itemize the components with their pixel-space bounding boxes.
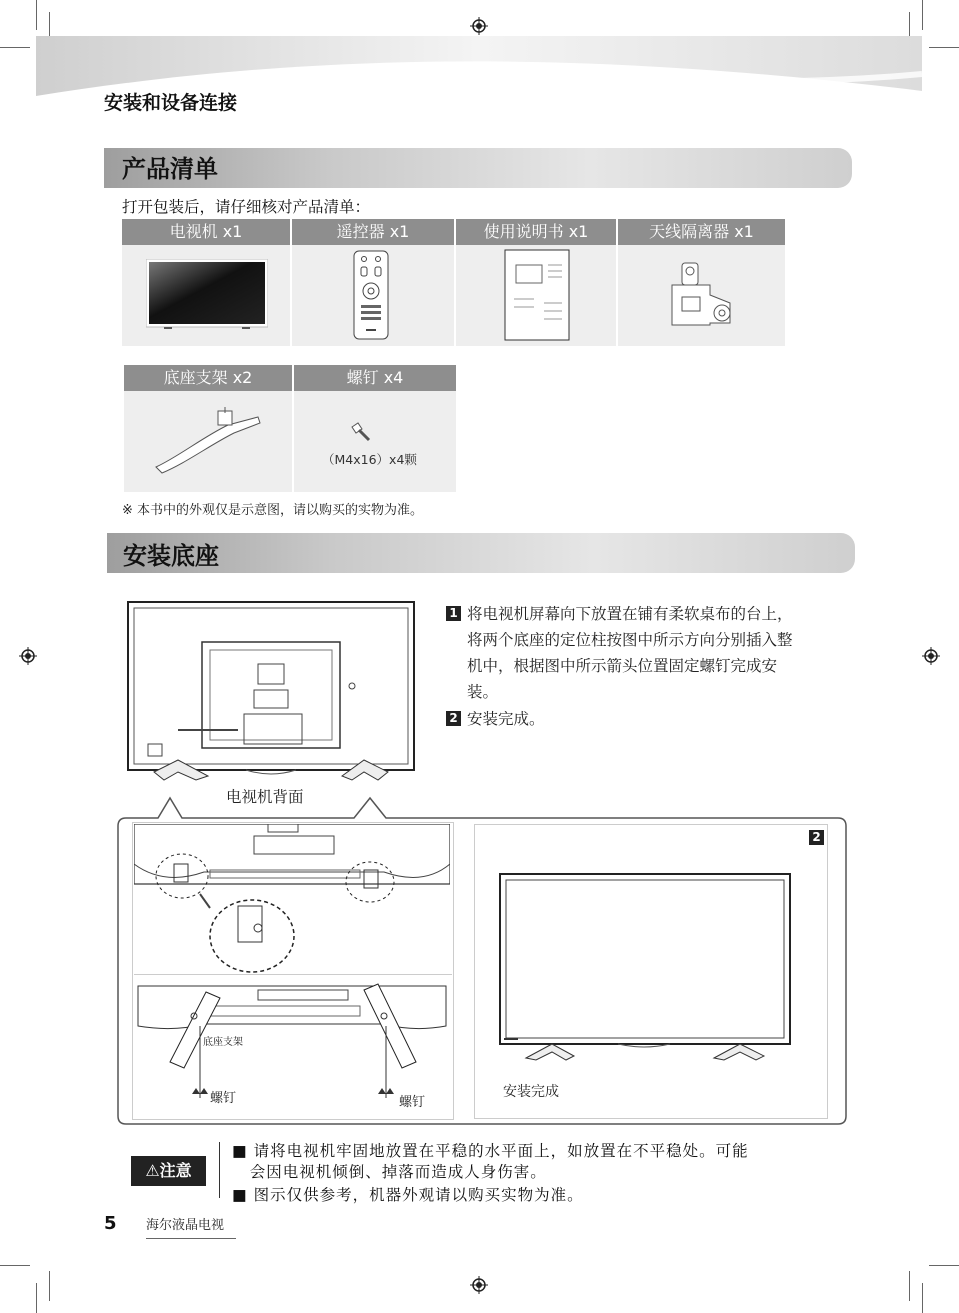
antenna-isolator-icon [668, 259, 738, 339]
step-number: 2 [446, 711, 461, 726]
tv-back-label: 电视机背面 [226, 788, 304, 806]
panel-number: 2 [809, 828, 830, 847]
install-complete-label: 安装完成 [503, 1084, 559, 1100]
registration-mark-icon [19, 647, 37, 665]
product-cell-screw [294, 365, 456, 492]
step-2 [446, 706, 545, 732]
screw-spec: （M4x16）x4颗 [322, 452, 417, 467]
product-label: 底座支架 x2 [124, 365, 292, 391]
section-bar [107, 533, 855, 573]
step-text: 安装完成。 [467, 710, 545, 728]
product-cell-tv [122, 219, 290, 346]
registration-mark-icon [470, 1276, 488, 1294]
page-number: 5 [104, 1213, 117, 1234]
product-label: 使用说明书 x1 [456, 219, 616, 245]
screw-label-right: 螺钉 [399, 1095, 426, 1110]
caution-line: ■ 图示仅供参考，机器外观请以购买实物为准。 [232, 1186, 584, 1204]
intro-text: 打开包装后，请仔细核对产品清单： [122, 198, 371, 216]
panel-divider [134, 974, 452, 975]
footer-brand: 海尔液晶电视 [146, 1214, 236, 1239]
stand-icon [148, 407, 268, 477]
caution-badge [131, 1156, 206, 1186]
product-cell-stand [124, 365, 292, 492]
page-header: 安装和设备连接 [104, 92, 238, 114]
remote-control-icon [352, 249, 392, 343]
step-text: 将两个底座的定位柱按图中所示方向分别插入整 [467, 631, 793, 649]
step-1 [446, 601, 793, 705]
step-text: 机中，根据图中所示箭头位置固定螺钉完成安 [467, 657, 778, 675]
stand-label: 底座支架 [203, 1037, 243, 1048]
product-label: 天线隔离器 x1 [618, 219, 785, 245]
disclaimer-note: ※ 本书中的外观仅是示意图，请以购买的实物为准。 [122, 503, 424, 518]
step-text: 装。 [467, 683, 499, 701]
screw-icon [350, 421, 372, 443]
manual-icon [504, 249, 570, 341]
caution-label: 注意 [159, 1161, 192, 1180]
product-cell-manual [456, 219, 616, 346]
warning-triangle-icon: ⚠ [145, 1161, 160, 1180]
product-label: 电视机 x1 [122, 219, 290, 245]
caution-line: 会因电视机倾倒、掉落而造成人身伤害。 [232, 1163, 547, 1181]
tv-back-illustration [126, 600, 418, 790]
caution-line: ■ 请将电视机牢固地放置在平稳的水平面上，如放置在不平稳处。可能 [232, 1142, 749, 1160]
caution-divider [219, 1142, 220, 1198]
product-label: 遥控器 x1 [292, 219, 454, 245]
product-cell-antenna-isolator [618, 219, 785, 346]
registration-mark-icon [470, 17, 488, 35]
tv-front-illustration [498, 872, 794, 1066]
section-title: 产品清单 [122, 155, 218, 183]
step-text: 将电视机屏幕向下放置在铺有柔软桌布的台上， [467, 605, 793, 623]
registration-mark-icon [922, 647, 940, 665]
screw-label-left: 螺钉 [210, 1091, 237, 1106]
product-cell-remote [292, 219, 454, 346]
stand-insert-illustration [134, 824, 450, 974]
product-label: 螺钉 x4 [294, 365, 456, 391]
tv-icon [146, 259, 268, 331]
section-title: 安装底座 [123, 542, 219, 570]
step-number: 1 [446, 606, 461, 621]
